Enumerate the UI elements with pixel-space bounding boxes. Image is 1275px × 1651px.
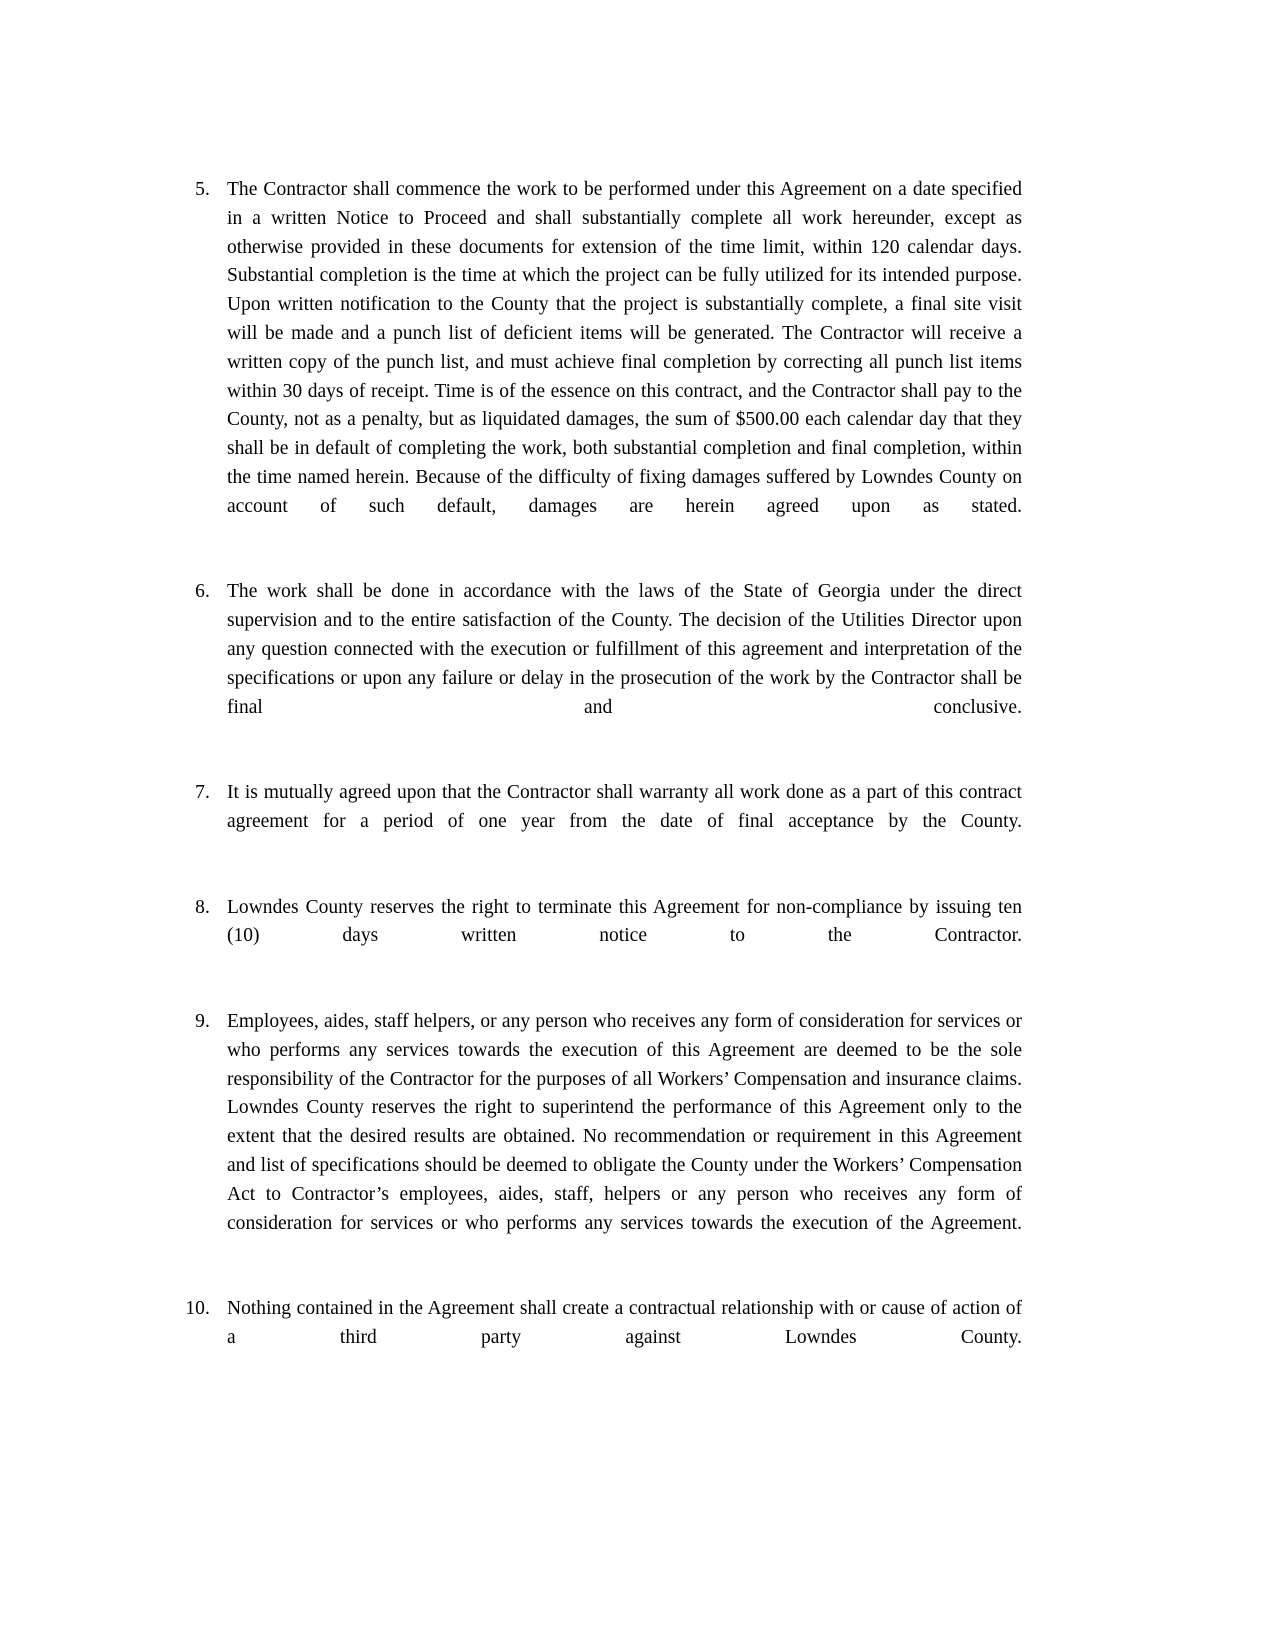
clause-number: 6. xyxy=(195,581,210,603)
clause-text: Nothing contained in the Agreement shall create a contractual relationship with or cause of action of a third party against Lowndes County. xyxy=(227,1298,1022,1348)
clause-item xyxy=(168,578,1022,751)
clause-number: 8. xyxy=(195,896,210,918)
clause-number: 5. xyxy=(195,179,210,200)
clause-item xyxy=(168,176,1022,550)
clause-item xyxy=(168,1008,1022,1267)
clause-item xyxy=(168,1295,1022,1381)
clause-text: The work shall be done in accordance with the laws of the State of Georgia under the direct supervision and to the entire satisfaction of the County. The decision of the Utilities Director upon any question connected with the execution or fulfillment of this agreement and interpretation of the specifications or upon any failure or delay in the prosecution of the work by the Contractor shall be final and conclusive. xyxy=(227,581,1022,718)
clause-list xyxy=(168,176,1022,1381)
clause-item xyxy=(168,894,1022,980)
clause-text: Employees, aides, staff helpers, or any person who receives any form of consideration for services or who performs any services towards the execution of this Agreement are deemed to be the sole responsibility of the Contractor for the purposes of all Workers’ Compensation and insurance claims. Lowndes County reserves the right to superintend the performance of this Agreement only to the extent that the desired results are obtained. No recommendation or requirement in this Agreement and list of specifications should be deemed to obligate the County under the Workers’ Compensation Act to Contractor’s employees, aides, staff, helpers or any person who receives any form of consideration for services or who performs any services towards the execution of the Agreement. xyxy=(227,1010,1022,1234)
clause-number: 7. xyxy=(195,782,210,804)
clause-text: It is mutually agreed upon that the Contractor shall warranty all work done as a part of this contract agreement for a period of one year from the date of final acceptance by the County. xyxy=(227,782,1022,832)
clause-item xyxy=(168,779,1022,865)
clause-text: The Contractor shall commence the work to be performed under this Agreement on a date specified in a written Notice to Proceed and shall substantially complete all work hereunder, except as otherwise provided in these documents for extension of the time limit, within 120 calendar days. Substantial completion is the time at which the project can be fully utilized for its intended purpose. Upon written notification to the County that the project is substantially complete, a final site visit will be made and a punch list of deficient items will be generated. The Contractor will receive a written copy of the punch list, and must achieve final completion by correcting all punch list items within 30 days of receipt. Time is of the essence on this contract, and the Contractor shall pay to the County, not as a penalty, but as liquidated damages, the sum of $500.00 each calendar day that they shall be in default of completing the work, both substantial completion and final completion, within the time named herein. Because of the difficulty of fixing damages suffered by Lowndes County on account of such default, damages are herein agreed upon as stated. xyxy=(227,179,1022,517)
clause-number: 9. xyxy=(195,1010,210,1032)
clause-text: Lowndes County reserves the right to terminate this Agreement for non-compliance by issuing ten (10) days written notice to the Contractor. xyxy=(227,896,1022,947)
clause-number: 10. xyxy=(185,1298,210,1320)
